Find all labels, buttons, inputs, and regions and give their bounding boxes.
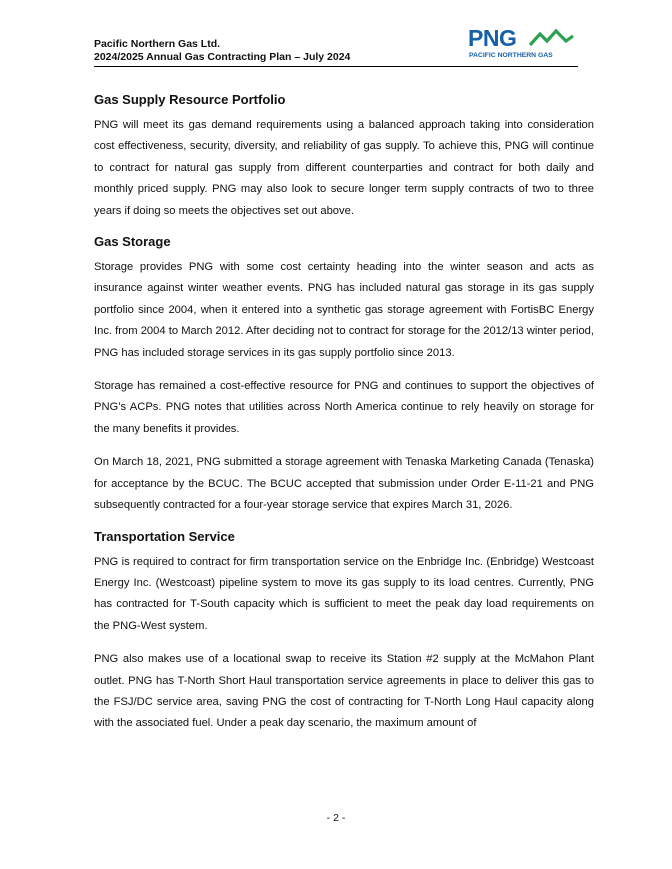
header-document-title: 2024/2025 Annual Gas Contracting Plan – July 2024 <box>94 51 351 63</box>
mountain-icon <box>528 28 576 48</box>
paragraph-storage-2: Storage has remained a cost-effective resource for PNG and continues to support the objectives of PNG’s ACPs. PNG notes that utilities across North America continue to rely heavily on storage for the many benefits it provides. <box>94 380 594 435</box>
png-logo <box>468 25 578 63</box>
paragraph-transportation-1: PNG is required to contract for firm transportation service on the Enbridge Inc. (Enbridge) Westcoast Energy Inc. (Westcoast) pipeline system to move its gas supply to its load centres. Currently, PNG has contracted for T-South capacity which is sufficient to meet the peak day load requirements on the PNG-West system. <box>94 555 594 632</box>
logo-text: PNG <box>468 25 517 51</box>
section-heading-storage: Gas Storage <box>94 234 171 250</box>
paragraph-supply: PNG will meet its gas demand requirements using a balanced approach taking into consideration cost effectiveness, security, diversity, and reliability of gas supply. To achieve this, PNG will continue to contract for natural gas supply from different counterparties and contract for both daily and monthly priced supply. PNG may also look to secure longer term supply contracts of two to three years if doing so meets the objectives set out above. <box>94 119 594 217</box>
paragraph-transportation-2: PNG also makes use of a locational swap to receive its Station #2 supply at the McMahon Plant outlet. PNG has T-North Short Haul transportation service agreements in place to deliver this gas to the FSJ/DC service area, saving PNG the cost of contracting for T-North Long Haul capacity along with the associated fuel. Under a peak day scenario, the maximum amount of <box>94 653 594 730</box>
paragraph-storage-1: Storage provides PNG with some cost certainty heading into the winter season and acts as insurance against winter weather events. PNG has included natural gas storage in its gas supply portfolio since 2004, when it entered into a synthetic gas storage agreement with FortisBC Energy Inc. from 2004 to March 2012. After deciding not to contract for storage for the 2012/13 winter period, PNG has included storage services in its gas supply portfolio since 2013. <box>94 261 594 359</box>
paragraph-storage-3: On March 18, 2021, PNG submitted a storage agreement with Tenaska Marketing Canada (Tenaska) for acceptance by the BCUC. The BCUC accepted that submission under Order E-11-21 and PNG subsequently contracted for a four-year storage service that expires March 31, 2026. <box>94 456 594 512</box>
section-heading-supply: Gas Supply Resource Portfolio <box>94 92 286 107</box>
page-body <box>94 91 594 735</box>
section-heading-transportation: Transportation Service <box>94 528 235 544</box>
logo-subtext: PACIFIC NORTHERN GAS <box>469 52 553 59</box>
page-number: - 2 - <box>326 812 346 824</box>
page-header <box>94 25 578 67</box>
header-company: Pacific Northern Gas Ltd. <box>94 38 221 50</box>
